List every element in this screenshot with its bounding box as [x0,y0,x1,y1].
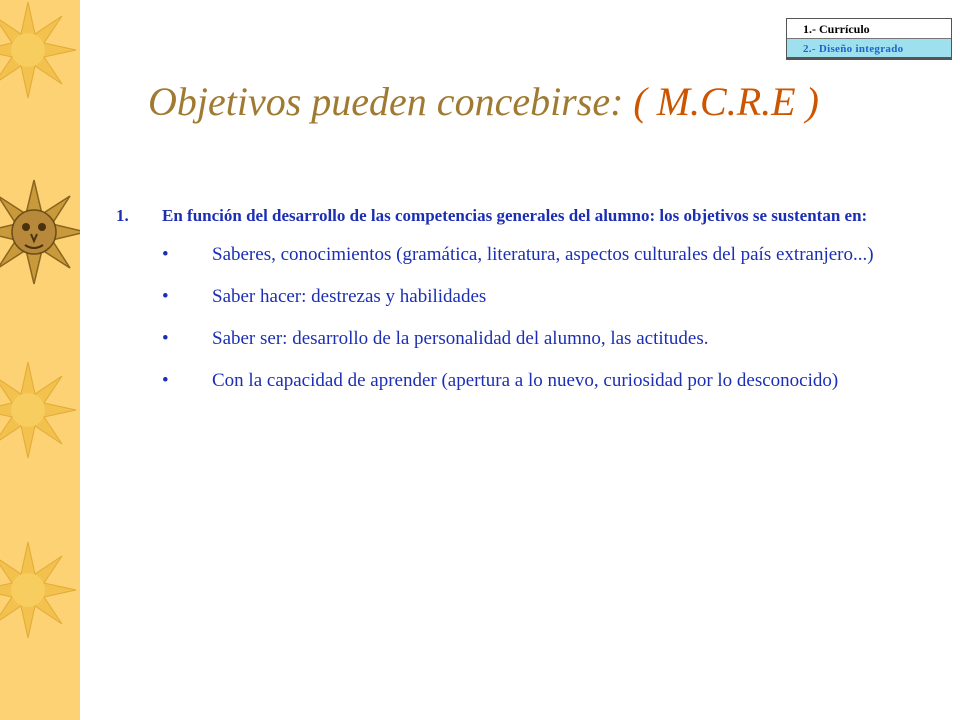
title-main: Objetivos pueden concebirse: [148,79,634,124]
sun-mask-icon [0,180,80,284]
bullet-list [116,242,876,393]
nav-item-diseno-integrado[interactable]: 2.- Diseño integrado [787,39,951,59]
numbered-item [116,204,876,228]
item-number: 1. [116,206,129,225]
bullet-item [116,284,876,309]
bullet-text: Saber hacer: destrezas y habilidades [212,286,487,307]
bullet-text: Saberes, conocimientos (gramática, literatura, aspectos culturales del país extranjero...) [212,244,874,265]
decorative-sun-strip [0,0,80,720]
slide-content [116,204,876,410]
bullet-item [116,242,876,267]
bullet-text: Saber ser: desarrollo de la personalidad del alumno, las actitudes. [212,328,709,349]
bullet-item [116,326,876,351]
bullet-dot: • [162,244,169,265]
bullet-dot: • [162,370,169,391]
section-nav [786,18,952,60]
nav-item-curriculo[interactable]: 1.- Currículo [787,19,951,39]
bullet-text: Con la capacidad de aprender (apertura a lo nuevo, curiosidad por lo desconocido) [212,370,839,391]
sun-pattern-icon [0,0,80,720]
bullet-dot: • [162,328,169,349]
sun-icon [0,542,76,638]
slide-title [148,78,819,125]
title-accent: ( M.C.R.E ) [633,79,819,124]
sun-icon [0,2,76,98]
item-text: En función del desarrollo de las competencias generales del alumno: los objetivos se sustentan en: [162,206,868,225]
bullet-item [116,368,876,393]
sun-icon [0,362,76,458]
bullet-dot: • [162,286,169,307]
